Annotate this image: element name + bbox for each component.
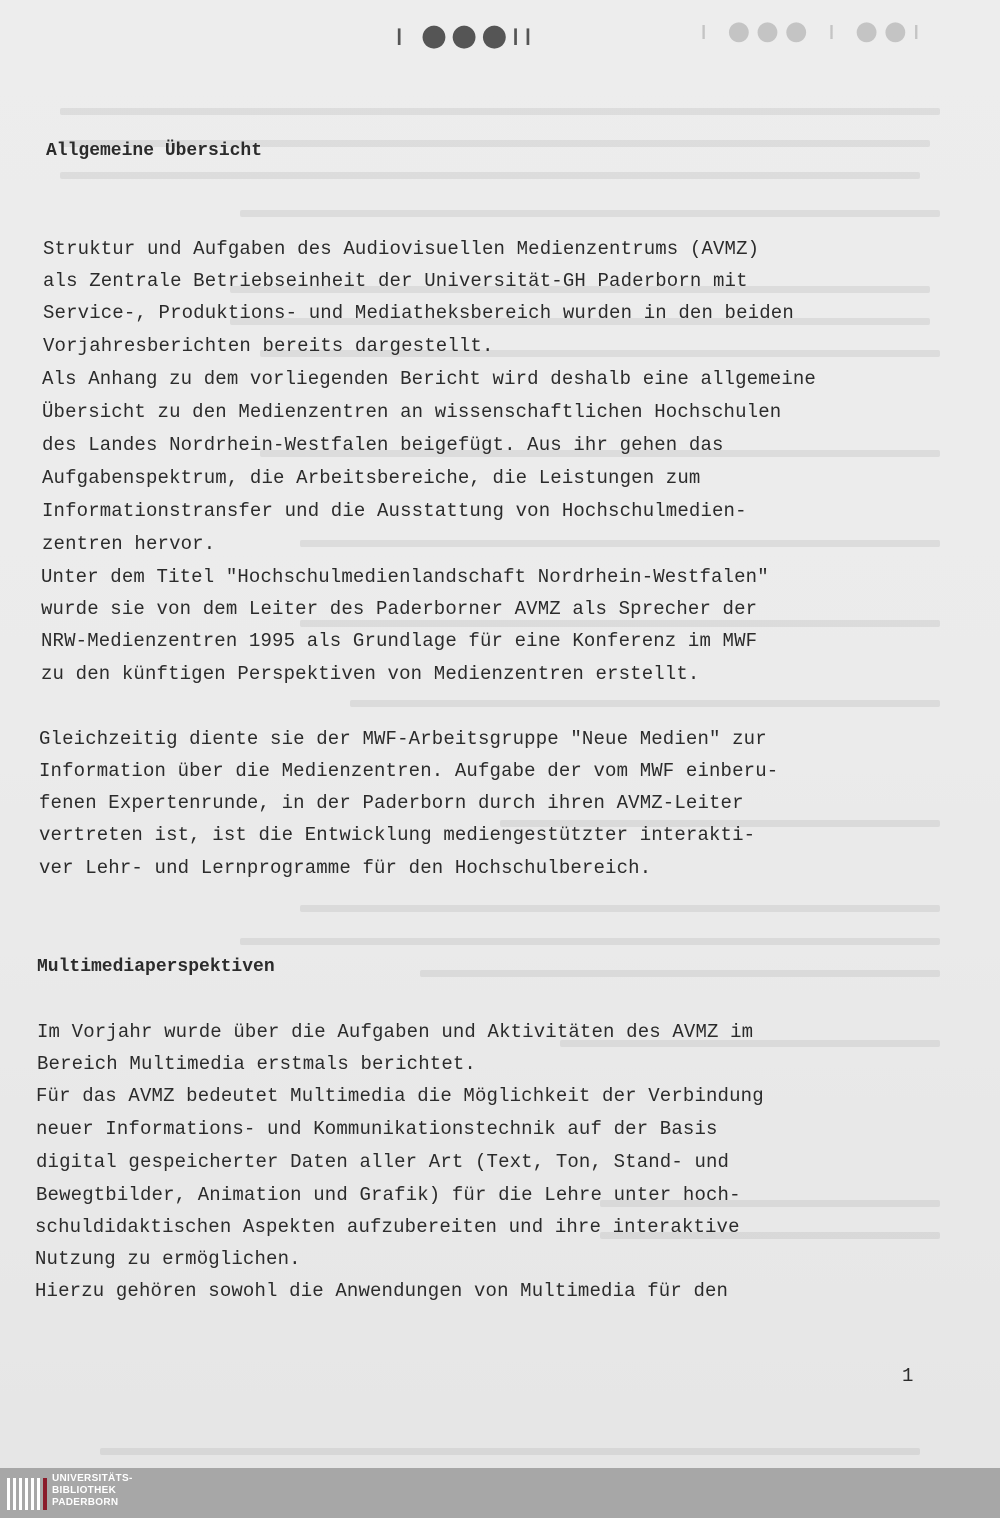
paragraph-line: Vorjahresberichten bereits dargestellt.	[43, 335, 494, 357]
paragraph-line: schuldidaktischen Aspekten aufzubereiten und ihre interaktive	[35, 1216, 740, 1238]
paragraph-line: Information über die Medienzentren. Aufgabe der vom MWF einberu-	[39, 760, 779, 782]
library-columns-icon	[6, 1476, 50, 1512]
section-heading-allgemeine-uebersicht: Allgemeine Übersicht	[46, 141, 263, 161]
paragraph-line: Hierzu gehören sowohl die Anwendungen von Multimedia für den	[35, 1280, 729, 1302]
bleed-through-marks: ı ●●● ı ●●ı	[700, 16, 926, 46]
paragraph-line: Nutzung zu ermöglichen.	[35, 1248, 301, 1270]
paragraph-line: Als Anhang zu dem vorliegenden Bericht wird deshalb eine allgemeine	[42, 368, 816, 390]
paragraph-line: ver Lehr- und Lernprogramme für den Hochschulbereich.	[39, 857, 652, 879]
paragraph-line: wurde sie von dem Leiter des Paderborner AVMZ als Sprecher der	[41, 598, 758, 620]
paragraph-line: Bewegtbilder, Animation und Grafik) für die Lehre unter hoch-	[36, 1184, 741, 1206]
library-name-line: UNIVERSITÄTS-	[52, 1473, 133, 1484]
paragraph-line: des Landes Nordrhein-Westfalen beigefügt. Aus ihr gehen das	[42, 434, 724, 456]
library-name	[52, 1473, 133, 1509]
paragraph-line: Informationstransfer und die Ausstattung von Hochschulmedien-	[42, 500, 747, 522]
paragraph-line: Struktur und Aufgaben des Audiovisuellen Medienzentrums (AVMZ)	[43, 238, 760, 260]
library-name-line: PADERBORN	[52, 1497, 119, 1508]
paragraph-line: als Zentrale Betriebseinheit der Universität-GH Paderborn mit	[43, 270, 748, 292]
paragraph-line: Service-, Produktions- und Mediatheksbereich wurden in den beiden	[43, 302, 794, 324]
paragraph-line: vertreten ist, ist die Entwicklung mediengestützter interakti-	[39, 824, 756, 846]
paragraph-line: Gleichzeitig diente sie der MWF-Arbeitsgruppe "Neue Medien" zur	[39, 728, 767, 750]
paragraph-line: digital gespeicherter Daten aller Art (Text, Ton, Stand- und	[36, 1151, 730, 1173]
paragraph-line: Bereich Multimedia erstmals berichtet.	[37, 1053, 476, 1075]
paragraph-line: zu den künftigen Perspektiven von Medienzentren erstellt.	[41, 663, 700, 685]
paragraph-line: Unter dem Titel "Hochschulmedienlandschaft Nordrhein-Westfalen"	[41, 566, 769, 588]
paragraph-line: neuer Informations- und Kommunikationstechnik auf der Basis	[36, 1118, 718, 1140]
paragraph-line: Aufgabenspektrum, die Arbeitsbereiche, die Leistungen zum	[42, 467, 701, 489]
paragraph-line: Im Vorjahr wurde über die Aufgaben und Aktivitäten des AVMZ im	[37, 1021, 754, 1043]
section-heading-multimediaperspektiven: Multimediaperspektiven	[37, 957, 275, 977]
paragraph-line: fenen Expertenrunde, in der Paderborn durch ihren AVMZ-Leiter	[39, 792, 744, 814]
library-name-line: BIBLIOTHEK	[52, 1485, 117, 1496]
page-number: 1	[902, 1365, 914, 1387]
scan-registration-marks: ı ●●●ıı	[395, 18, 537, 53]
library-footer-bar	[0, 1468, 1000, 1518]
paragraph-line: Übersicht zu den Medienzentren an wissenschaftlichen Hochschulen	[42, 401, 782, 423]
paragraph-line: zentren hervor.	[42, 533, 216, 555]
paragraph-line: NRW-Medienzentren 1995 als Grundlage für eine Konferenz im MWF	[41, 630, 758, 652]
paragraph-line: Für das AVMZ bedeutet Multimedia die Möglichkeit der Verbindung	[36, 1085, 764, 1107]
